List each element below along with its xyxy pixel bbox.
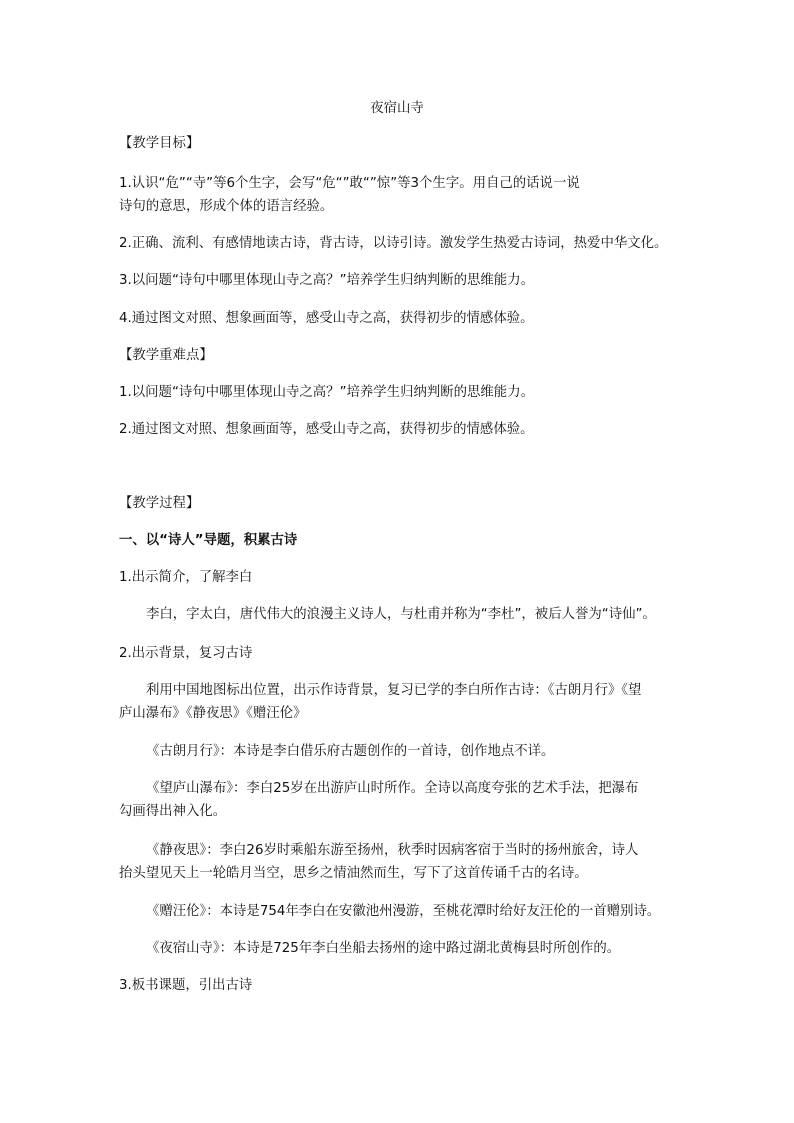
process-heading: 【教学过程】: [119, 496, 200, 511]
step-1-heading: 1.出示简介，了解李白: [119, 570, 253, 585]
goal-4: 4.通过图文对照、想象画面等，感受山寺之高，获得初步的情感体验。: [119, 311, 534, 326]
key-point-2: 2.通过图文对照、想象画面等，感受山寺之高，获得初步的情感体验。: [119, 422, 534, 437]
poem-2-note-line-1: 《望庐山瀑布》：李白25岁在出游庐山时所作。全诗以高度夸张的艺术手法，把瀑布: [146, 781, 639, 796]
step-2-heading: 2.出示背景，复习古诗: [119, 646, 253, 661]
goal-3: 3.以问题“诗句中哪里体现山寺之高？”培养学生归纳判断的思维能力。: [119, 273, 534, 288]
step-3-heading: 3.板书课题，引出古诗: [119, 978, 253, 993]
poem-4-note: 《赠汪伦》：本诗是754年李白在安徽池州漫游，至桃花潭时给好友汪伦的一首赠别诗。: [146, 904, 661, 919]
goal-2: 2.正确、流利、有感情地读古诗，背古诗，以诗引诗。激发学生热爱古诗词，热爱中华文化。: [119, 236, 668, 251]
key-points-heading: 【教学重难点】: [119, 348, 213, 363]
goals-heading: 【教学目标】: [119, 136, 200, 151]
poem-5-note: 《夜宿山寺》：本诗是725年李白坐船去扬州的途中路过湖北黄梅县时所创作的。: [146, 941, 621, 956]
poem-2-note-line-2: 勾画得出神入化。: [119, 804, 227, 819]
step-2-line-2: 庐山瀑布》《静夜思》《赠汪伦》: [119, 706, 307, 721]
doc-title: 夜宿山寺: [370, 101, 424, 116]
goal-1-line-2: 诗句的意思，形成个体的语言经验。: [119, 199, 334, 214]
key-point-1: 1.以问题“诗句中哪里体现山寺之高？”培养学生归纳判断的思维能力。: [119, 385, 534, 400]
poem-1-note: 《古朗月行》：本诗是李白借乐府古题创作的一首诗，创作地点不详。: [146, 744, 555, 759]
poem-3-note-line-2: 抬头望见天上一轮皓月当空，思乡之情油然而生，写下了这首传诵千古的名诗。: [119, 866, 588, 881]
goal-1-line-1: 1.认识“危”“寺”等6个生字，会写“危“”敢“”惊”等3个生字。用自己的话说一说: [119, 176, 580, 191]
poem-3-note-line-1: 《静夜思》：李白26岁时乘船东游至扬州，秋季时因病客宿于当时的扬州旅舍，诗人: [146, 843, 639, 858]
part-1-heading: 一、以“诗人”导题，积累古诗: [119, 533, 298, 548]
step-1-text: 李白，字太白，唐代伟大的浪漫主义诗人，与杜甫并称为“李杜”，被后人誉为“诗仙”。: [146, 607, 656, 622]
step-2-line-1: 利用中国地图标出位置，出示作诗背景，复习已学的李白所作古诗：《古朗月行》《望: [146, 683, 642, 698]
